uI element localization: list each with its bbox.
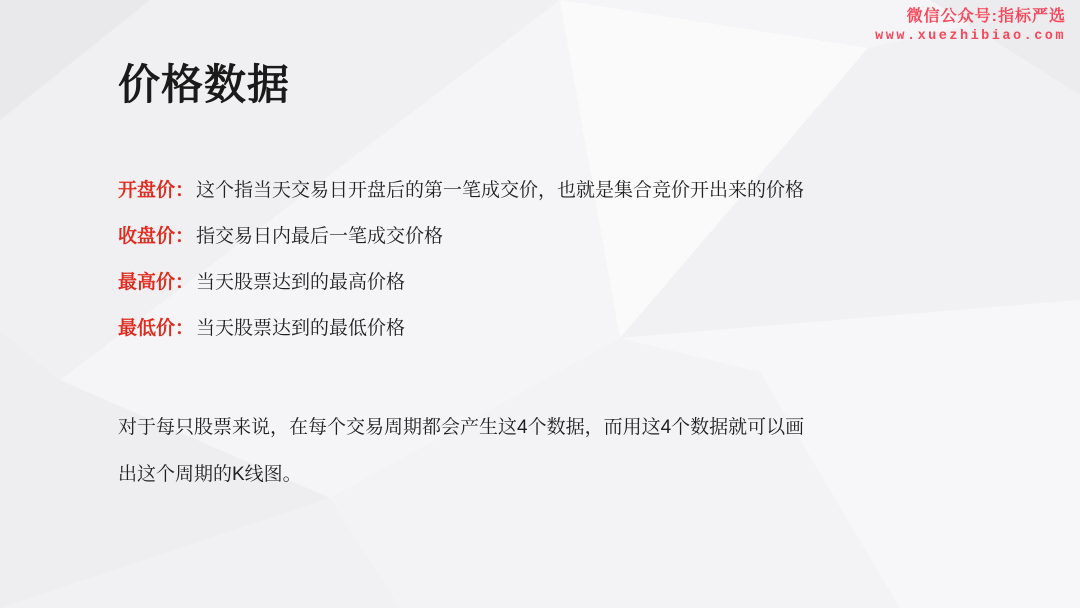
watermark-wechat: 微信公众号:指标严选 <box>906 8 1066 25</box>
summary-line-2: 出这个周期的K线图。 <box>118 464 302 485</box>
page-title: 价格数据 <box>118 61 291 108</box>
definition-term-close: 收盘价： <box>118 226 195 247</box>
summary-line-1: 对于每只股票来说，在每个交易周期都会产生这4个数据，而用这4个数据就可以画 <box>118 417 805 438</box>
definition-desc-open: 这个指当天交易日开盘后的第一笔成交价，也就是集合竞价开出来的价格 <box>196 180 805 201</box>
definition-row-low <box>118 317 804 363</box>
definition-row-high <box>118 271 804 317</box>
definition-term-high: 最高价： <box>118 272 195 293</box>
definition-row-open <box>118 179 804 225</box>
definition-term-low: 最低价： <box>118 318 195 339</box>
definition-list <box>118 179 804 363</box>
summary-paragraph <box>118 404 804 498</box>
watermark-url: www.xuezhibiao.com <box>875 28 1066 44</box>
watermark <box>875 6 1066 46</box>
definition-desc-close: 指交易日内最后一笔成交价格 <box>196 226 444 247</box>
definition-term-open: 开盘价： <box>118 180 195 201</box>
definition-desc-high: 当天股票达到的最高价格 <box>196 272 406 293</box>
definition-row-close <box>118 225 804 271</box>
definition-desc-low: 当天股票达到的最低价格 <box>196 318 406 339</box>
